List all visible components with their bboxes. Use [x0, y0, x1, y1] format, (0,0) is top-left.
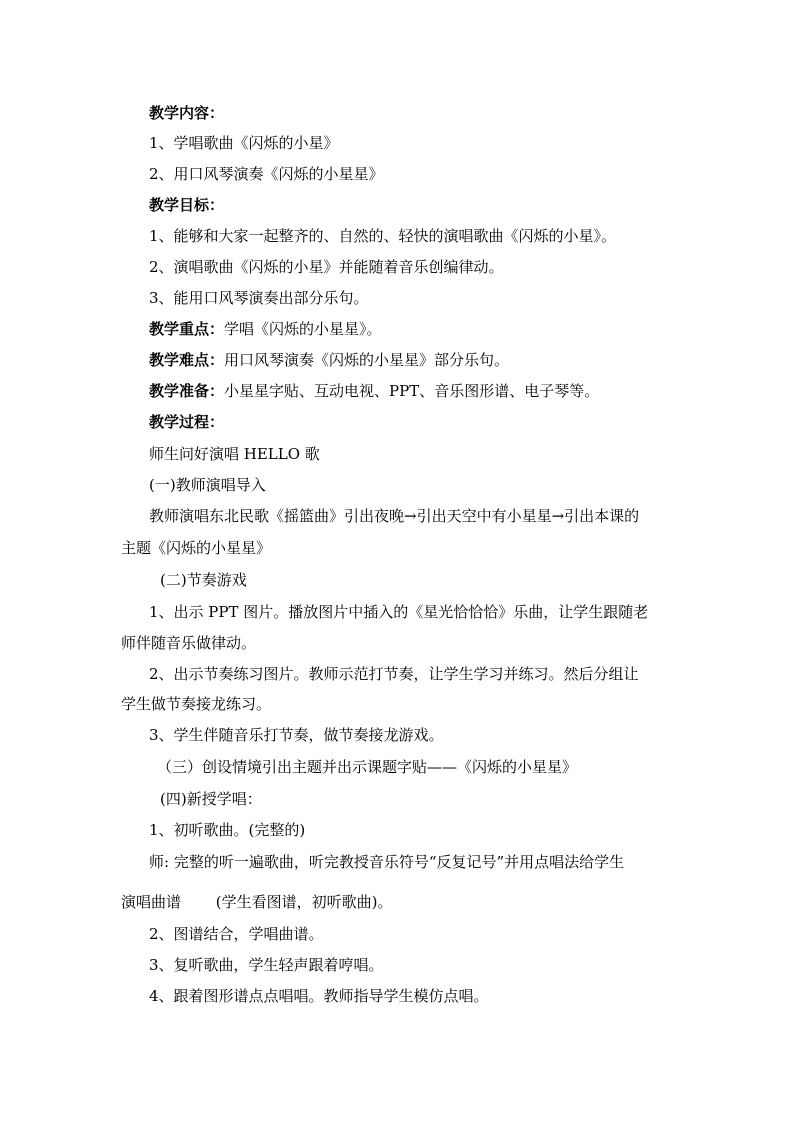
s4-item-3: 3、复听歌曲，学生轻声跟着哼唱。 [149, 956, 384, 974]
content-item-2: 2、用口风琴演奏《闪烁的小星星》 [149, 165, 384, 183]
section-1-text-a: 教师演唱东北民歌《摇篮曲》引出夜晚→引出天空中有小星星→引出本课的 [149, 507, 640, 525]
preparation-label: 教学准备： [149, 382, 225, 400]
s2-item-3: 3、学生伴随音乐打节奏，做节奏接龙游戏。 [149, 726, 444, 744]
difficulty-line [149, 350, 509, 370]
s4-item-2: 2、图谱结合，学唱曲谱。 [149, 925, 324, 943]
s2-item-2a: 2、出示节奏练习图片。教师示范打节奏，让学生学习并练习。然后分组让 [149, 665, 639, 683]
goal-1: 1、能够和大家一起整齐的、自然的、轻快的演唱歌曲《闪烁的小星》。 [149, 227, 617, 245]
process-heading: 教学过程： [149, 413, 225, 431]
preparation-text: 小星星字贴、互动电视、PPT、音乐图形谱、电子琴等。 [224, 382, 600, 400]
goals-heading: 教学目标： [149, 196, 225, 214]
key-point-line [149, 319, 382, 339]
s4-teacher-a: 师: 完整的听一遍歌曲，听完教授音乐符号“反复记号”并用点唱法给学生 [149, 853, 625, 871]
preparation-line [149, 381, 599, 401]
content-heading: 教学内容： [149, 104, 225, 122]
difficulty-label: 教学难点： [149, 351, 225, 369]
section-2-heading: (二)节奏游戏 [160, 571, 247, 589]
section-1-text-b: 主题《闪烁的小星星》 [121, 539, 272, 557]
s4-item-4: 4、跟着图形谱点点唱唱。教师指导学生模仿点唱。 [149, 987, 489, 1005]
section-1-heading: (一)教师演唱导入 [149, 476, 266, 494]
section-4-heading: (四)新授学唱： [160, 790, 262, 808]
s4-item-1: 1、初听歌曲。(完整的) [149, 821, 306, 839]
s2-item-2b: 学生做节奏接龙练习。 [121, 695, 272, 713]
greeting-line: 师生问好演唱 HELLO 歌 [149, 445, 320, 463]
s2-item-1a: 1、出示 PPT 图片。播放图片中插入的《星光恰恰恰》乐曲，让学生跟随老 [149, 603, 649, 621]
s4-teacher-b: 演唱曲谱 (学生看图谱，初听歌曲)。 [121, 893, 393, 911]
s2-item-1b: 师伴随音乐做律动。 [121, 634, 257, 652]
section-3-heading: （三）创设情境引出主题并出示课题字贴——《闪烁的小星星》 [157, 758, 578, 776]
difficulty-text: 用口风琴演奏《闪烁的小星星》部分乐句。 [224, 351, 510, 369]
key-point-label: 教学重点： [149, 320, 225, 338]
key-point-text: 学唱《闪烁的小星星》。 [224, 320, 382, 338]
content-item-1: 1、学唱歌曲《闪烁的小星》 [149, 134, 339, 152]
goal-3: 3、能用口风琴演奏出部分乐句。 [149, 289, 369, 307]
goal-2: 2、演唱歌曲《闪烁的小星》并能随着音乐创编律动。 [149, 258, 504, 276]
